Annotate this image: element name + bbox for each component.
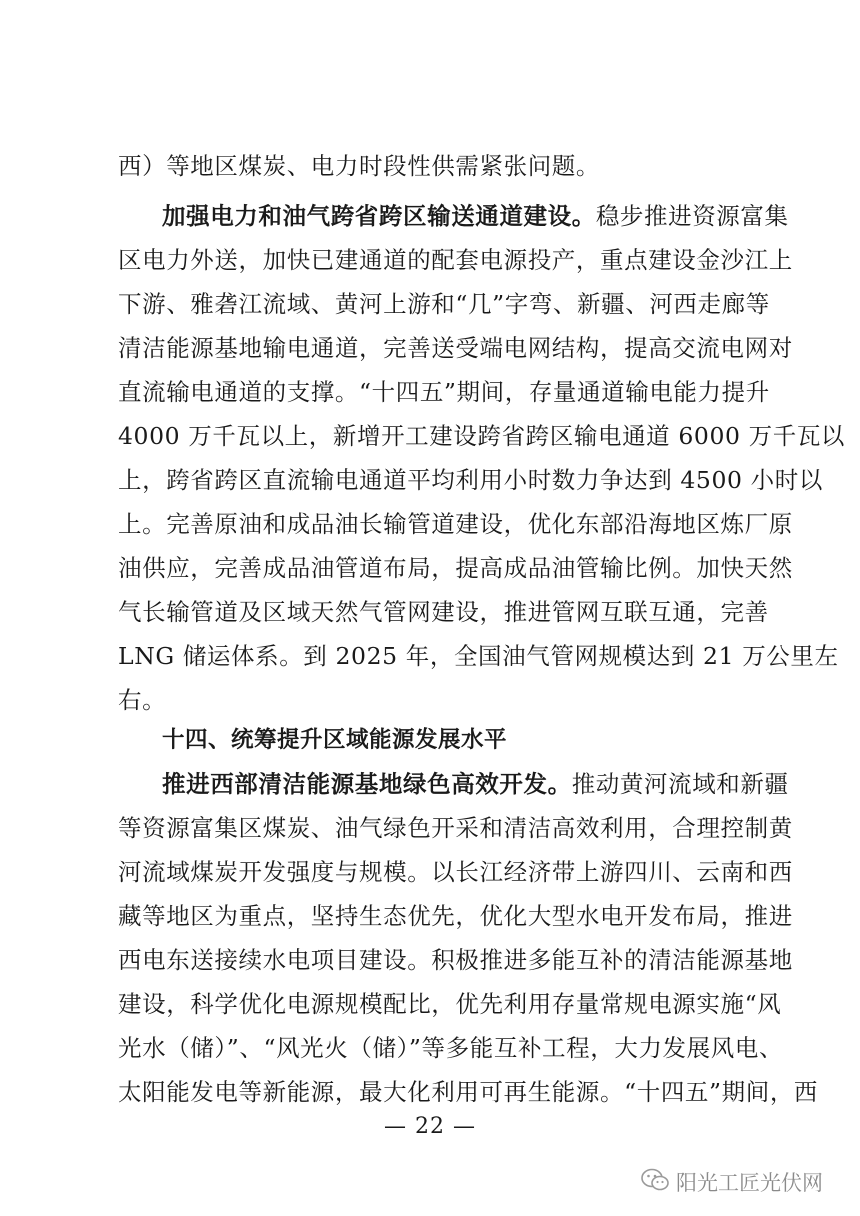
- text-line: 下游、雅砻江流域、黄河上游和“几”字弯、新疆、河西走廊等: [118, 290, 770, 318]
- text-line: 建设，科学优化电源规模配比，优先利用存量常规电源实施“风: [118, 990, 782, 1018]
- paragraph-lead-bold: 推进西部清洁能源基地绿色高效开发。: [162, 770, 572, 798]
- text-line: 直流输电通道的支撑。“十四五”期间，存量通道输电能力提升: [118, 378, 770, 406]
- text-line: 西）等地区煤炭、电力时段性供需紧张问题。: [118, 152, 600, 180]
- paragraph-lead-bold: 加强电力和油气跨省跨区输送通道建设。: [162, 202, 596, 230]
- text-line: 等资源富集区煤炭、油气绿色开采和清洁高效利用，合理控制黄: [118, 814, 793, 842]
- watermark-text: 阳光工匠光伏网: [676, 1171, 823, 1195]
- section-heading: 十四、统筹提升区域能源发展水平: [162, 727, 508, 753]
- paragraph-first-line: [162, 196, 789, 236]
- text-line: 4000 万千瓦以上，新增开工建设跨省跨区输电通道 6000 万千瓦以: [118, 422, 846, 450]
- paragraph-lead-rest: 推动黄河流域和新疆: [571, 770, 789, 798]
- watermark: [640, 1165, 823, 1199]
- text-line: LNG 储运体系。到 2025 年，全国油气管网规模达到 21 万公里左: [118, 642, 839, 670]
- paragraph-first-line: [162, 764, 789, 804]
- text-line: 西电东送接续水电项目建设。积极推进多能互补的清洁能源基地: [118, 946, 793, 974]
- text-line: 上，跨省跨区直流输电通道平均利用小时数力争达到 4500 小时以: [118, 466, 823, 494]
- text-line: 藏等地区为重点，坚持生态优先，优化大型水电开发布局，推进: [118, 902, 793, 930]
- text-line: 河流域煤炭开发强度与规模。以长江经济带上游四川、云南和西: [118, 858, 793, 886]
- text-line: 油供应，完善成品油管道布局，提高成品油管输比例。加快天然: [118, 554, 793, 582]
- text-line: 气长输管道及区域天然气管网建设，推进管网互联互通，完善: [118, 598, 769, 626]
- paragraph-lead-rest: 稳步推进资源富集: [595, 202, 789, 230]
- wechat-icon: [640, 1167, 676, 1198]
- text-line: 太阳能发电等新能源，最大化利用可再生能源。“十四五”期间，西: [118, 1078, 819, 1106]
- text-line: 光水（储）”、“风光火（储）”等多能互补工程，大力发展风电、: [118, 1034, 784, 1062]
- page-number: — 22 —: [384, 1114, 476, 1139]
- text-line: 上。完善原油和成品油长输管道建设，优化东部沿海地区炼厂原: [118, 510, 793, 538]
- text-line: 清洁能源基地输电通道，完善送受端电网结构，提高交流电网对: [118, 334, 793, 362]
- text-line: 区电力外送，加快已建通道的配套电源投产，重点建设金沙江上: [118, 246, 793, 274]
- text-line: 右。: [118, 686, 167, 714]
